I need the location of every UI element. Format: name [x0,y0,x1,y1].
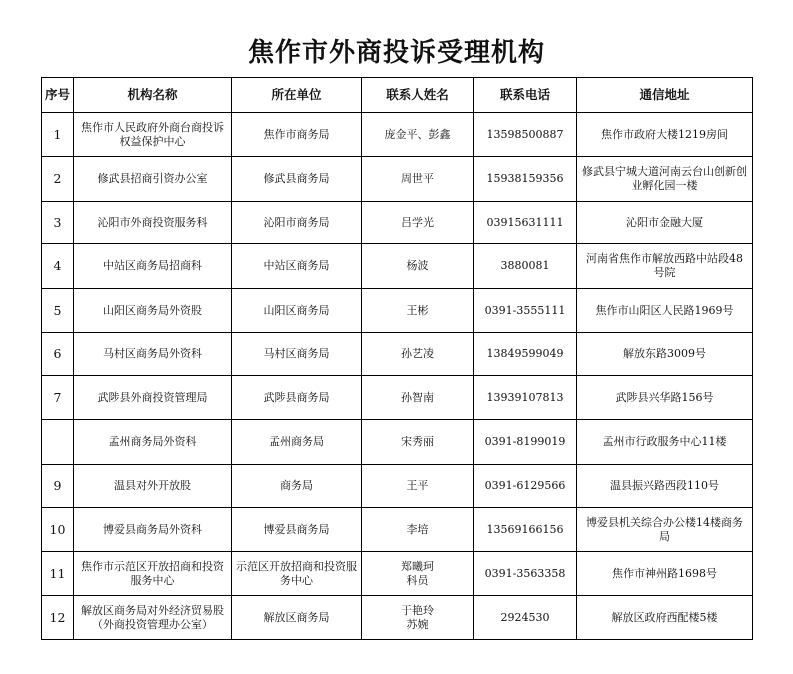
row-phone: 15938159356 [474,157,577,202]
row-phone: 0391-8199019 [474,420,577,465]
row-phone: 03915631111 [474,202,577,244]
row-contact: 周世平 [362,157,474,202]
row-unit: 修武县商务局 [232,157,362,202]
contact-line: 科员 [406,573,429,587]
row-no: 10 [42,508,74,552]
contact-line: 于艳玲 [401,603,434,617]
row-unit: 马村区商务局 [232,333,362,376]
table-row [42,552,753,596]
row-unit: 示范区开放招商和投资服务中心 [232,552,362,596]
table-row [42,465,753,508]
row-no: 7 [42,376,74,420]
row-no: 5 [42,289,74,333]
row-unit: 山阳区商务局 [232,289,362,333]
row-org: 解放区商务局对外经济贸易股（外商投资管理办公室） [74,596,232,640]
table-row [42,113,753,157]
row-org: 孟州商务局外资科 [74,420,232,465]
row-phone: 13849599049 [474,333,577,376]
table-row [42,333,753,376]
row-unit: 沁阳市商务局 [232,202,362,244]
row-no: 9 [42,465,74,508]
table-row [42,244,753,289]
row-unit: 孟州商务局 [232,420,362,465]
row-org: 山阳区商务局外资股 [74,289,232,333]
row-address: 孟州市行政服务中心11楼 [577,420,753,465]
row-unit: 中站区商务局 [232,244,362,289]
table-row [42,157,753,202]
row-address: 焦作市神州路1698号 [577,552,753,596]
row-contact: 杨波 [362,244,474,289]
row-no: 12 [42,596,74,640]
row-org: 博爱县商务局外资科 [74,508,232,552]
row-org: 修武县招商引资办公室 [74,157,232,202]
row-org: 温县对外开放股 [74,465,232,508]
row-phone: 0391-6129566 [474,465,577,508]
row-address: 解放区政府西配楼5楼 [577,596,753,640]
row-contact: 李培 [362,508,474,552]
header-address: 通信地址 [577,78,753,113]
agency-table [41,77,753,640]
row-contact: 庞金平、彭鑫 [362,113,474,157]
header-org: 机构名称 [74,78,232,113]
row-contact: 王平 [362,465,474,508]
row-phone: 13569166156 [474,508,577,552]
row-address: 博爱县机关综合办公楼14楼商务局 [577,508,753,552]
row-address: 温县振兴路西段110号 [577,465,753,508]
row-no: 1 [42,113,74,157]
header-phone: 联系电话 [474,78,577,113]
row-org: 马村区商务局外资科 [74,333,232,376]
row-address: 焦作市政府大楼1219房间 [577,113,753,157]
row-no: 6 [42,333,74,376]
row-contact: 王彬 [362,289,474,333]
row-phone: 13939107813 [474,376,577,420]
row-phone: 3880081 [474,244,577,289]
row-phone: 0391-3563358 [474,552,577,596]
row-phone: 2924530 [474,596,577,640]
row-no: 11 [42,552,74,596]
row-unit: 博爱县商务局 [232,508,362,552]
row-contact [362,552,474,596]
row-address: 解放东路3009号 [577,333,753,376]
table-row [42,508,753,552]
table-header-row [42,78,753,113]
table-row [42,376,753,420]
page-title: 焦作市外商投诉受理机构 [247,38,545,68]
row-org: 沁阳市外商投资服务科 [74,202,232,244]
row-org: 武陟县外商投资管理局 [74,376,232,420]
row-unit: 解放区商务局 [232,596,362,640]
row-contact: 孙艺凌 [362,333,474,376]
contact-line: 郑曦珂 [401,559,434,573]
row-phone: 0391-3555111 [474,289,577,333]
row-address: 修武县宁城大道河南云台山创新创业孵化园一楼 [577,157,753,202]
row-contact: 孙智南 [362,376,474,420]
contact-line: 苏婉 [406,617,429,631]
row-no: 3 [42,202,74,244]
row-address: 焦作市山阳区人民路1969号 [577,289,753,333]
row-contact: 吕学光 [362,202,474,244]
header-no: 序号 [42,78,74,113]
row-org: 焦作市示范区开放招商和投资服务中心 [74,552,232,596]
row-address: 河南省焦作市解放西路中站段48号院 [577,244,753,289]
row-address: 沁阳市金融大厦 [577,202,753,244]
row-org: 中站区商务局招商科 [74,244,232,289]
row-phone: 13598500887 [474,113,577,157]
header-contact: 联系人姓名 [362,78,474,113]
row-contact [362,596,474,640]
row-no: 2 [42,157,74,202]
row-unit: 商务局 [232,465,362,508]
table-row [42,202,753,244]
row-unit: 武陟县商务局 [232,376,362,420]
row-unit: 焦作市商务局 [232,113,362,157]
row-no: 4 [42,244,74,289]
table-row [42,420,753,465]
row-address: 武陟县兴华路156号 [577,376,753,420]
row-no [42,420,74,465]
table-row [42,596,753,640]
row-contact: 宋秀丽 [362,420,474,465]
row-org: 焦作市人民政府外商台商投诉权益保护中心 [74,113,232,157]
header-unit: 所在单位 [232,78,362,113]
table-row [42,289,753,333]
